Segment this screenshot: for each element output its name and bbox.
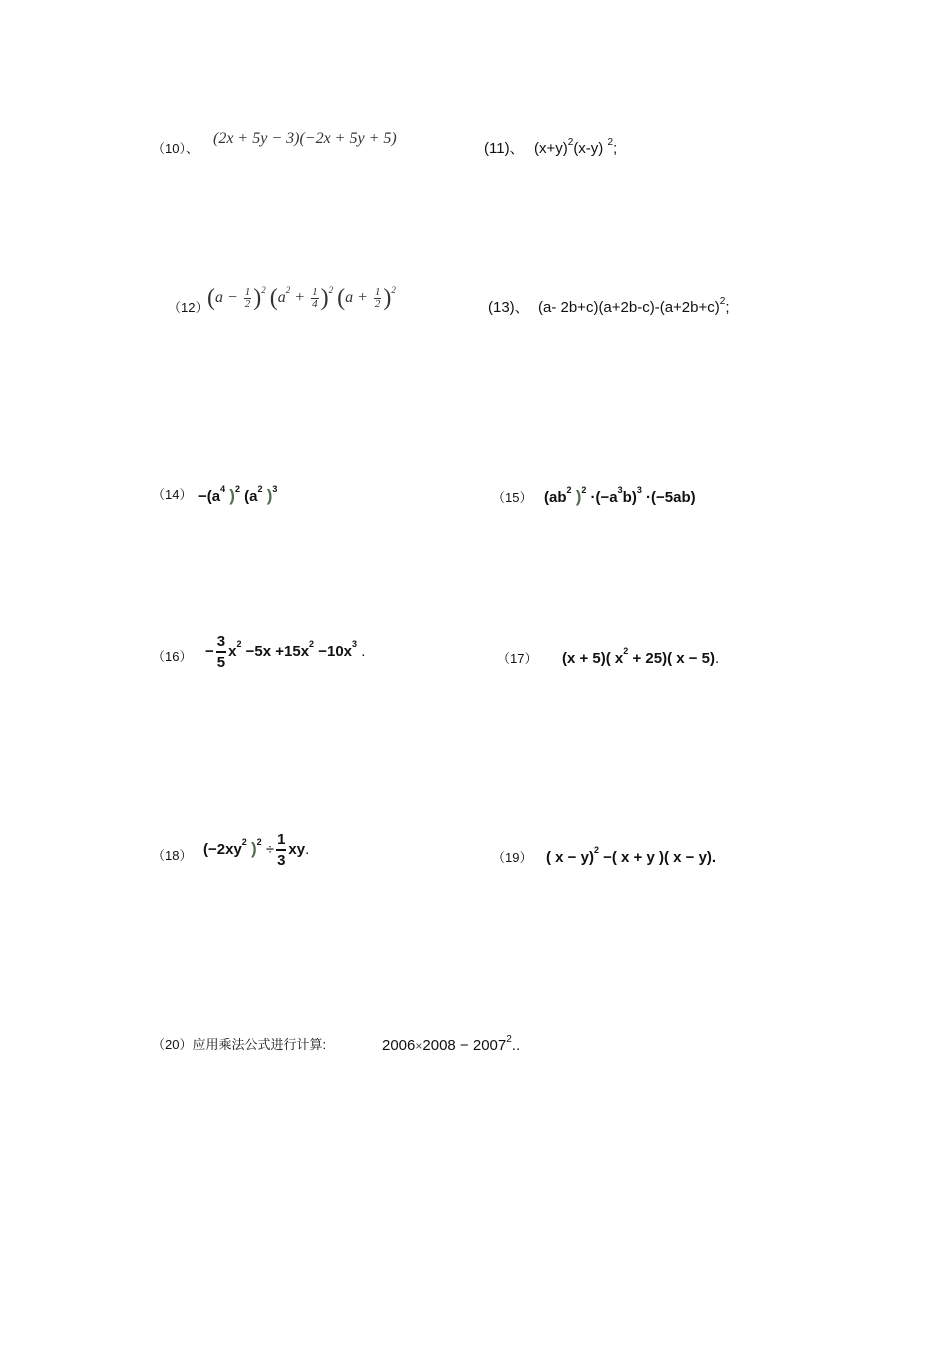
p18-t1: (−2xy [203, 840, 242, 858]
problem-14-expression [198, 484, 277, 506]
p18-t5: . [305, 840, 310, 858]
p20-times: × [415, 1039, 423, 1053]
p12-f1-num: 1 [244, 286, 251, 298]
p18-num: 1 [276, 832, 286, 851]
p19-e1: 2 [593, 845, 599, 855]
p12-f1-den: 2 [244, 298, 251, 310]
p18-fraction [276, 832, 286, 868]
p16-t1: x [228, 642, 237, 660]
problem-12-label: （12） [168, 300, 209, 315]
problem-17-expression [562, 646, 719, 667]
problem-19-expression [546, 845, 716, 866]
p18-t2: ) [250, 838, 257, 858]
p16-e3: 3 [352, 638, 358, 649]
p18-divide: ÷ [265, 840, 275, 858]
p14-t4: ) [266, 486, 273, 505]
p14-e3: 2 [257, 484, 263, 494]
p11-base2: (x-y) [573, 140, 604, 157]
p12-plus1: + [294, 289, 306, 307]
p15-t5: ·(−5ab) [646, 489, 696, 506]
p15-t1: (ab [544, 489, 567, 506]
p12-a1: a [215, 289, 223, 307]
p13-exp: 2 [719, 296, 726, 307]
problem-10-label: （10）、 [152, 141, 199, 156]
p11-base1: (x+y) [534, 140, 568, 157]
p19-t1: ( x − y) [546, 849, 594, 866]
problem-18-expression [203, 832, 309, 868]
p12-frac-quarter [311, 287, 319, 310]
p16-t4: . [361, 642, 366, 660]
problem-14-label: （14） [152, 487, 193, 502]
p18-den: 3 [277, 852, 286, 869]
p12-minus: − [227, 289, 238, 307]
problem-20-label: （20）应用乘法公式进行计算: [152, 1037, 327, 1052]
p14-t3: (a [244, 488, 258, 505]
problem-11-label: (11)、 [484, 140, 525, 157]
p17-t3: . [715, 650, 720, 667]
p13-body: (a- 2b+c)(a+2b-c)-(a+2b+c) [538, 299, 720, 316]
problem-19-label: （19） [492, 850, 533, 865]
p11-exp1: 2 [567, 137, 574, 148]
problem-11-expression [534, 137, 617, 157]
p16-t2: −5x +15x [245, 642, 310, 660]
p15-t4: b) [622, 489, 637, 506]
p11-exp2: 2 [607, 137, 614, 148]
problem-17-label: （17） [497, 651, 538, 666]
problem-12-expression: (a − $\frac{1}{2}$ )$^2$ ($a^2$ + $\frac{1}{4}$ )$^2$ (a + $\frac{1}{2}$ )$^2$ [207, 285, 396, 311]
p16-t3: −10x [318, 642, 353, 660]
p17-e1: 2 [623, 646, 629, 656]
p16-den: 5 [216, 654, 226, 671]
p14-t2: ) [229, 486, 235, 505]
p12-frac-half-2 [374, 287, 382, 310]
p12-f3-num: 1 [374, 286, 381, 298]
p12-a2: a [277, 289, 286, 307]
p16-num: 3 [216, 634, 226, 653]
p14-e2: 2 [234, 484, 240, 494]
problem-13-expression [538, 296, 729, 316]
p18-e1: 2 [241, 836, 247, 847]
problem-20-expression [382, 1034, 520, 1054]
p16-e2: 2 [309, 638, 315, 649]
problem-16-expression [205, 634, 365, 670]
p15-e4: 3 [636, 485, 642, 495]
p12-exp3: 2 [391, 285, 396, 296]
problem-13-label: (13)、 [488, 299, 530, 316]
p15-e1: 2 [566, 485, 572, 495]
p12-a2-exp: 2 [285, 285, 291, 296]
p13-tail: ; [725, 299, 730, 316]
p12-plus2: + [357, 289, 368, 307]
p16-fraction [216, 634, 226, 670]
p18-e2: 2 [256, 836, 262, 847]
p17-t2: + 25)( x − 5) [628, 650, 716, 667]
p18-t4: xy [288, 840, 306, 858]
problem-10-expression: (2x + 5y − 3)(−2x + 5y + 5) [213, 130, 397, 147]
p12-exp1: 2 [261, 285, 266, 296]
p14-t1: −(a [198, 488, 221, 505]
problem-15-label: （15） [492, 490, 533, 505]
p15-e3: 3 [617, 485, 623, 495]
problem-18-label: （18） [152, 848, 193, 863]
p12-exp2: 2 [328, 285, 334, 296]
problem-16-label: （16） [152, 649, 193, 664]
p12-a3: a [345, 289, 354, 307]
p16-neg: − [205, 642, 214, 660]
p20-e1: 2 [506, 1034, 512, 1045]
p15-t3: ·(−a [590, 489, 618, 506]
p20-t2: 2008 − 2007 [422, 1037, 507, 1054]
p15-t2: ) [575, 487, 582, 506]
p12-frac-half-1 [244, 287, 252, 310]
problem-15-expression [544, 485, 696, 507]
p20-t1: 2006 [382, 1037, 416, 1054]
p12-f2-num: 1 [312, 286, 318, 298]
p19-t2: −( x + y )( x − y). [603, 849, 717, 866]
p15-e2: 2 [581, 485, 587, 495]
p14-e4: 3 [272, 484, 278, 494]
p12-f2-den: 4 [312, 298, 318, 310]
p20-t3: .. [511, 1037, 521, 1054]
p11-tail: ; [613, 140, 618, 157]
p16-e1: 2 [236, 638, 242, 649]
p14-e1: 4 [220, 484, 226, 494]
p17-t1: (x + 5)( x [562, 650, 624, 667]
p12-f3-den: 2 [374, 298, 381, 310]
